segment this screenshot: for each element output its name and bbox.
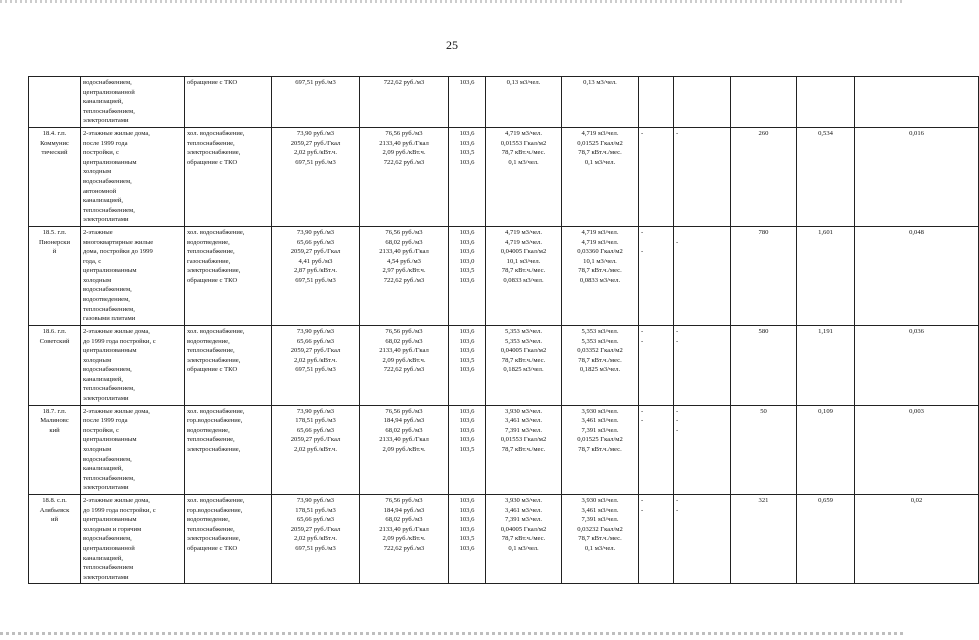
tariff-current-cell: 73,90 руб./м3 178,51 руб./м3 65,66 руб./м3 2059,27 руб./Гкал 2,02 руб./кВт.ч. [272,405,360,494]
value-cell-b: 0,02 [855,495,979,584]
value-cell-a: 0,659 [797,495,855,584]
index-cell: 103,6 103,6 103,6 103,5 103,6 [449,325,486,405]
settlement-cell: 18.5. г.п. Пионерски й [29,226,81,325]
services-cell: хол. водоснабжение, гор.водоснабжение, водоотведение, теплоснабжение, электроснабжение, обращение с ТКО [185,495,272,584]
population-cell: 50 [731,405,797,494]
table-body [29,77,979,584]
dash-cell-a: - - [639,495,674,584]
norm-new-cell: 5,353 м3/чел. 5,353 м3/чел. 0,03352 Гкал/м2 78,7 кВт.ч./мес. 0,1825 м3/чел. [562,325,639,405]
dash-cell-a: - - [639,226,674,325]
scan-edge-top [0,0,905,3]
settlement-cell: 18.8. с.п. Алябьевск ий [29,495,81,584]
settlement-cell: 18.4. г.п. Коммунис тический [29,127,81,226]
tariff-new-cell: 76,56 руб./м3 68,02 руб./м3 2133,40 руб./Гкал 4,54 руб./м3 2,97 руб./кВт.ч. 722,62 руб./м3 [360,226,449,325]
tariff-current-cell: 73,90 руб./м3 65,66 руб./м3 2059,27 руб./Гкал 4,41 руб./м3 2,87 руб./кВт.ч. 697,51 руб./м3 [272,226,360,325]
housing-type-cell: 2-этажные многоквартирные жилые дома, постройки до 1999 года, с централизованным холодным водоснабжением, водоотведением, теплоснабжением, газовыми плитами [81,226,185,325]
dash-cell-a: - - [639,325,674,405]
settlement-cell: 18.7. г.п. Малиновс кий [29,405,81,494]
norm-current-cell: 3,930 м3/чел. 3,461 м3/чел. 7,391 м3/чел. 0,04005 Гкал/м2 78,7 кВт.ч./мес. 0,1 м3/чел. [486,495,562,584]
table-row [29,77,979,128]
dash-cell-b: - - - [674,405,731,494]
table-row [29,226,979,325]
tariff-new-cell: 76,56 руб./м3 68,02 руб./м3 2133,40 руб./Гкал 2,09 руб./кВт.ч. 722,62 руб./м3 [360,325,449,405]
dash-cell-a [639,77,674,128]
norm-new-cell: 0,13 м3/чел. [562,77,639,128]
table-row [29,405,979,494]
index-cell: 103,6 103,6 103,6 103,0 103,5 103,6 [449,226,486,325]
dash-cell-b: - [674,127,731,226]
value-cell-b: 0,048 [855,226,979,325]
tariff-current-cell: 73,90 руб./м3 65,66 руб./м3 2059,27 руб./Гкал 2,02 руб./кВт.ч. 697,51 руб./м3 [272,325,360,405]
housing-type-cell: 2-этажные жилые дома, после 1999 года постройки, с централизованным холодным водоснабжением, канализацией, теплоснабжением, электроплитами [81,405,185,494]
norm-current-cell: 3,930 м3/чел. 3,461 м3/чел. 7,391 м3/чел. 0,01553 Гкал/м2 78,7 кВт.ч./мес. [486,405,562,494]
housing-type-cell: водоснабжением, централизованной канализацией, теплоснабжением, электроплитами [81,77,185,128]
value-cell-b: 0,016 [855,127,979,226]
dash-cell-a: - - [639,405,674,494]
value-cell-a: 1,191 [797,325,855,405]
tariff-current-cell: 73,90 руб./м3 2059,27 руб./Гкал 2,02 руб./кВт.ч. 697,51 руб./м3 [272,127,360,226]
population-cell: 780 [731,226,797,325]
tariff-new-cell: 76,56 руб./м3 184,94 руб./м3 68,02 руб./м3 2133,40 руб./Гкал 2,09 руб./кВт.ч. 722,62 руб./м3 [360,495,449,584]
index-cell: 103,6 103,6 103,6 103,6 103,5 103,6 [449,495,486,584]
tariff-new-cell: 76,56 руб./м3 2133,40 руб./Гкал 2,09 руб./кВт.ч. 722,62 руб./м3 [360,127,449,226]
norm-current-cell: 5,353 м3/чел. 5,353 м3/чел. 0,04005 Гкал/м2 78,7 кВт.ч./мес. 0,1825 м3/чел. [486,325,562,405]
services-cell: хол. водоснабжение, водоотведение, теплоснабжение, газоснабжение, электроснабжение, обращение с ТКО [185,226,272,325]
dash-cell-b: - [674,226,731,325]
dash-cell-b: - - [674,325,731,405]
tariff-new-cell: 76,56 руб./м3 184,94 руб./м3 68,02 руб./м3 2133,40 руб./Гкал 2,09 руб./кВт.ч. [360,405,449,494]
value-cell-b: 0,036 [855,325,979,405]
population-cell: 580 [731,325,797,405]
housing-type-cell: 2-этажные жилые дома, до 1999 года постройки, с централизованным холодным и горячим водоснабжением, централизованной канализацией, теплоснабжением электроплитами [81,495,185,584]
tariff-current-cell: 73,90 руб./м3 178,51 руб./м3 65,66 руб./м3 2059,27 руб./Гкал 2,02 руб./кВт.ч. 697,51 руб./м3 [272,495,360,584]
value-cell-a: 0,109 [797,405,855,494]
norm-new-cell: 4,719 м3/чел. 0,01525 Гкал/м2 78,7 кВт.ч./мес. 0,1 м3/чел. [562,127,639,226]
services-cell: хол. водоснабжение, теплоснабжение, электроснабжение, обращение с ТКО [185,127,272,226]
index-cell: 103,6 103,6 103,6 103,6 103,5 [449,405,486,494]
value-cell-b: 0,003 [855,405,979,494]
tariff-current-cell: 697,51 руб./м3 [272,77,360,128]
norm-new-cell: 3,930 м3/чел. 3,461 м3/чел. 7,391 м3/чел. 0,01525 Гкал/м2 78,7 кВт.ч./мес. [562,405,639,494]
services-cell: хол. водоснабжение, гор.водоснабжение, водоотведение, теплоснабжение, электроснабжение, [185,405,272,494]
settlement-cell [29,77,81,128]
norm-current-cell: 0,13 м3/чел. [486,77,562,128]
dash-cell-b [674,77,731,128]
norm-current-cell: 4,719 м3/чел. 4,719 м3/чел. 0,04005 Гкал/м2 10,1 м3/чел. 78,7 кВт.ч./мес. 0,0833 м3/чел. [486,226,562,325]
value-cell-a: 0,534 [797,127,855,226]
value-cell-a: 1,601 [797,226,855,325]
tariff-new-cell: 722,62 руб./м3 [360,77,449,128]
value-cell-a [797,77,855,128]
dash-cell-a: - [639,127,674,226]
scan-edge-bottom [0,632,905,635]
services-cell: обращение с ТКО [185,77,272,128]
services-cell: хол. водоснабжение, водоотведение, теплоснабжение, электроснабжение, обращение с ТКО [185,325,272,405]
population-cell [731,77,797,128]
value-cell-b [855,77,979,128]
housing-type-cell: 2-этажные жилые дома, до 1999 года постройки, с централизованным холодным водоснабжением, канализацией, теплоснабжением, электроплитами [81,325,185,405]
table-row [29,495,979,584]
table-row [29,325,979,405]
index-cell: 103,6 103,6 103,5 103,6 [449,127,486,226]
settlement-cell: 18.6. г.п. Советский [29,325,81,405]
norm-new-cell: 4,719 м3/чел. 4,719 м3/чел. 0,03360 Гкал/м2 10,1 м3/чел. 78,7 кВт.ч./мес. 0,0833 м3/чел. [562,226,639,325]
tariff-table [28,76,979,584]
norm-current-cell: 4,719 м3/чел. 0,01553 Гкал/м2 78,7 кВт.ч./мес. 0,1 м3/чел. [486,127,562,226]
population-cell: 260 [731,127,797,226]
housing-type-cell: 2-этажные жилые дома, после 1999 года постройки, с централизованным холодным водоснабжением, автономной канализацией, теплоснабжением, электроплитами [81,127,185,226]
dash-cell-b: - - [674,495,731,584]
index-cell: 103,6 [449,77,486,128]
table-row [29,127,979,226]
population-cell: 321 [731,495,797,584]
norm-new-cell: 3,930 м3/чел. 3,461 м3/чел. 7,391 м3/чел. 0,03232 Гкал/м2 78,7 кВт.ч./мес. 0,1 м3/чел. [562,495,639,584]
page-number: 25 [446,38,458,52]
